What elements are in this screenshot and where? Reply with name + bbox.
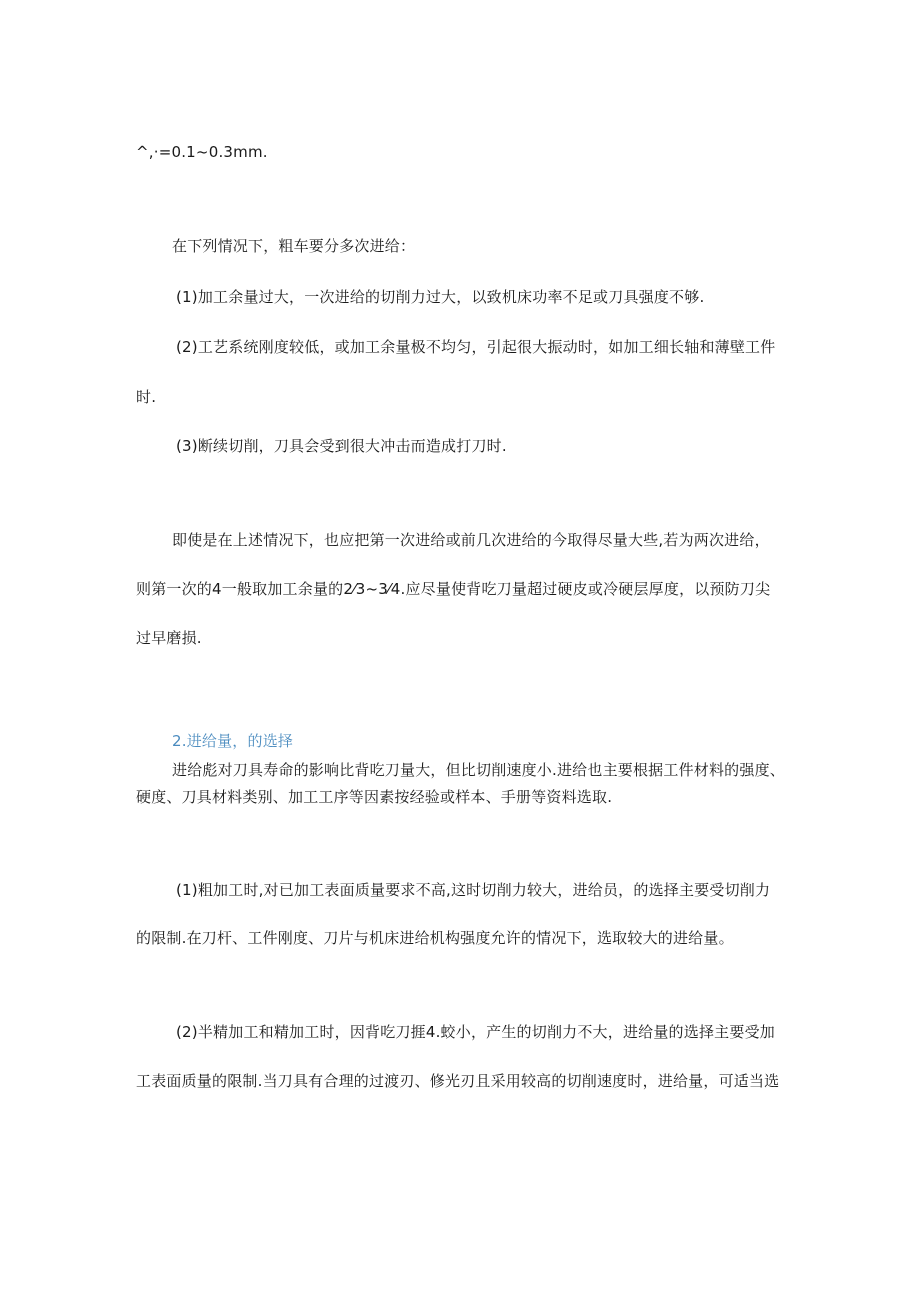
case-item-1: (1)加工余量过大，一次进给的切削力过大，以致机床功率不足或刀具强度不够.	[176, 288, 705, 306]
paragraph-line: 过早磨损.	[136, 629, 202, 647]
case-item-2-continued: 时.	[136, 388, 157, 406]
rough-machining-line: (1)粗加工时,对已加工表面质量要求不高,这时切削力较大，进给员，的选择主要受切削力	[176, 881, 771, 899]
finish-machining-line: (2)半精加工和精加工时，因背吃刀捱4.蛟小，产生的切削力不大，进给量的选择主要受加	[176, 1023, 775, 1041]
rough-machining-line: 的限制.在刀杆、工件刚度、刀片与机床进给机构强度允许的情况下，选取较大的进给量。	[136, 929, 734, 947]
paragraph-line: 即使是在上述情况下，也应把第一次进给或前几次进给的今取得尽量大些,若为两次进给，	[172, 531, 770, 549]
case-item-2: (2)工艺系统刚度较低，或加工余量极不均匀，引起很大振动时，如加工细长轴和薄壁工件	[176, 338, 776, 356]
section-heading: 2.进给量，的选择	[172, 732, 294, 750]
finish-machining-line: 工表面质量的限制.当刀具有合理的过渡刃、修光刃且采用较高的切削速度时，进给量，可适当选	[136, 1072, 780, 1090]
case-item-3: (3)断续切削，刀具会受到很大冲击而造成打刀时.	[176, 437, 507, 455]
intro-text: 在下列情况下，粗车要分多次进给：	[172, 237, 416, 255]
section-intro-line: 硬度、刀具材料类别、加工工序等因素按经验或样本、手册等资料选取.	[136, 788, 613, 806]
paragraph-line: 则第一次的4一般取加工余量的2⁄3~3⁄4.应尽量使背吃刀量超过硬皮或冷硬层厚度，以预防刀尖	[136, 580, 771, 598]
section-intro-line: 进给彪对刀具寿命的影响比背吃刀量大，但比切削速度小.进给也主要根据工件材料的强度、	[172, 761, 785, 779]
formula-line: ^,·=0.1~0.3mm.	[136, 143, 268, 161]
